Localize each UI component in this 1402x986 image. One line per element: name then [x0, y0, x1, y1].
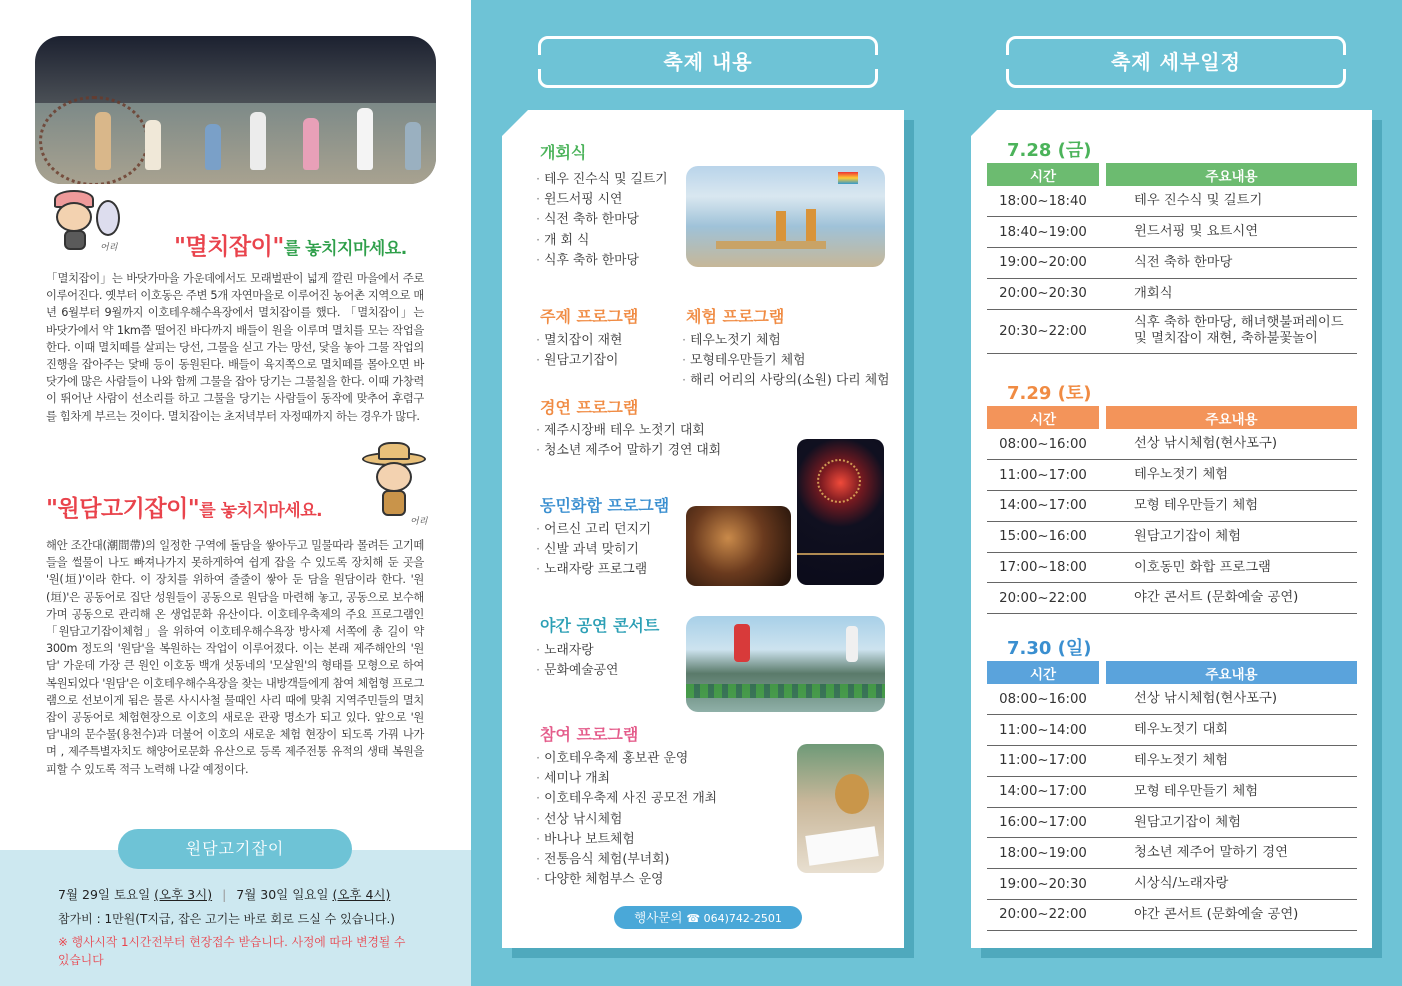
list-item: · 바나나 보트체험 — [536, 830, 717, 850]
list-item: · 식후 축하 한마당 — [536, 251, 668, 271]
time-column-header: 시간 — [987, 163, 1099, 186]
detailed-schedule-tab: 축제 세부일정 — [1006, 36, 1346, 88]
list-item: · 어르신 고리 던지기 — [536, 520, 651, 540]
table-row: 15:00~16:00 원담고기잡이 체험 — [987, 521, 1357, 552]
night-concert-list — [536, 641, 618, 681]
content-column-header: 주요내용 — [1106, 163, 1357, 186]
theme-program-list — [536, 331, 622, 371]
list-item: · 테우노젓기 체험 — [682, 331, 889, 351]
table-header-row — [987, 661, 1357, 684]
table-row: 08:00~16:00 선상 낚시체험(현사포구) — [987, 684, 1357, 715]
contest-program-title: 경연 프로그램 — [540, 398, 639, 417]
table-row: 19:00~20:00 식전 축하 한마당 — [987, 248, 1357, 279]
list-item: · 노래자랑 — [536, 641, 618, 661]
event-inquiry-badge[interactable]: 행사문의 ☎ 064)742-2501 — [614, 906, 802, 929]
table-row: 20:00~22:00 야간 콘서트 (문화예술 공연) — [987, 900, 1357, 931]
list-item: · 문화예술공연 — [536, 661, 618, 681]
list-item: · 윈드서핑 시연 — [536, 190, 668, 210]
table-row: 17:00~18:00 이호동민 화합 프로그램 — [987, 552, 1357, 583]
list-item: · 이호테우축제 홍보관 운영 — [536, 749, 717, 769]
day3-schedule-table — [987, 661, 1357, 931]
kids-craft-photo — [797, 744, 884, 873]
list-item: · 전통음식 체험(부녀회) — [536, 850, 717, 870]
list-item: · 세미나 개최 — [536, 769, 717, 789]
table-row: 20:00~20:30 개회식 — [987, 278, 1357, 309]
anchovy-title: "멸치잡이"를 놓치지마세요. — [174, 234, 407, 260]
mascot-girl-tag: 어리 — [100, 243, 118, 253]
wondam-schedule-dates: 7월 29일 토요일 (오후 3시) | 7월 30일 일요일 (오후 4시) — [58, 887, 391, 902]
table-row: 08:00~16:00 선상 낚시체험(현사포구) — [987, 429, 1357, 460]
table-row: 18:40~19:00 윈드서핑 및 요트시연 — [987, 217, 1357, 248]
table-row: 14:00~17:00 모형 테우만들기 체험 — [987, 776, 1357, 807]
table-header-row — [987, 163, 1357, 186]
experience-program-list — [682, 331, 889, 392]
participation-program-title: 참여 프로그램 — [540, 725, 639, 744]
time-column-header: 시간 — [987, 406, 1099, 429]
opening-title: 개회식 — [540, 143, 587, 162]
table-row: 11:00~17:00 테우노젓기 체험 — [987, 746, 1357, 777]
list-item: · 이호테우축제 사진 공모전 개최 — [536, 789, 717, 809]
day1-schedule-table — [987, 163, 1357, 354]
opening-list — [536, 170, 668, 271]
teu-raft-photo — [686, 166, 885, 267]
community-program-list — [536, 520, 651, 581]
participation-program-list — [536, 749, 717, 890]
day3-title: 7.30 (일) — [1007, 638, 1092, 659]
table-row: 14:00~17:00 모형 테우만들기 체험 — [987, 491, 1357, 522]
table-row: 18:00~18:40 테우 진수식 및 길트기 — [987, 186, 1357, 217]
list-item: · 모형테우만들기 체험 — [682, 351, 889, 371]
festival-contents-tab: 축제 내용 — [538, 36, 878, 88]
experience-program-title: 체험 프로그램 — [686, 307, 785, 326]
community-program-title: 동민화합 프로그램 — [540, 496, 670, 515]
content-column-header: 주요내용 — [1106, 406, 1357, 429]
night-concert-title: 야간 공연 콘서트 — [540, 616, 660, 635]
list-item: · 노래자랑 프로그램 — [536, 560, 651, 580]
wondam-notice: ※ 행사시작 1시간전부터 현장접수 받습니다. 사정에 따라 변경될 수 있습니다 — [58, 935, 406, 967]
horse-lighthouse-photo — [686, 616, 885, 712]
mascot-boy-tag: 어리 — [410, 517, 428, 527]
content-column-header: 주요내용 — [1106, 661, 1357, 684]
phone-number: ☎ 064)742-2501 — [686, 912, 782, 925]
ring-toss-night-photo — [686, 506, 791, 586]
table-row: 19:00~20:30 시상식/노래자랑 — [987, 869, 1357, 900]
list-item: · 원담고기잡이 — [536, 351, 622, 371]
wondam-fee: 참가비 : 1만원(T지급, 잡은 고기는 바로 회로 드실 수 있습니다.) — [58, 912, 395, 926]
left-panel — [0, 0, 471, 986]
list-item: · 개 회 식 — [536, 231, 668, 251]
list-item: · 테우 진수식 및 길트기 — [536, 170, 668, 190]
table-row: 20:30~22:00 식후 축하 한마당, 해녀햇불퍼레이드 및 멸치잡이 재현, 축하불꽃놀이 — [987, 309, 1357, 353]
table-header-row — [987, 406, 1357, 429]
anchovy-fishing-photo — [35, 36, 436, 184]
day2-schedule-table — [987, 406, 1357, 614]
mascot-boy-icon — [362, 442, 434, 526]
table-row: 20:00~22:00 야간 콘서트 (문화예술 공연) — [987, 583, 1357, 614]
list-item: · 멸치잡이 재현 — [536, 331, 622, 351]
contest-program-list — [536, 421, 721, 461]
list-item: · 다양한 체험부스 운영 — [536, 870, 717, 890]
table-row: 16:00~17:00 원담고기잡이 체험 — [987, 807, 1357, 838]
wondam-title: "원담고기잡이"를 놓치지마세요. — [46, 496, 323, 522]
table-row: 18:00~19:00 청소년 제주어 말하기 경연 — [987, 838, 1357, 869]
fireworks-photo — [797, 439, 884, 585]
table-row: 11:00~17:00 테우노젓기 체험 — [987, 460, 1357, 491]
time-column-header: 시간 — [987, 661, 1099, 684]
table-row: 11:00~14:00 테우노젓기 대회 — [987, 715, 1357, 746]
day2-title: 7.29 (토) — [1007, 383, 1092, 404]
wondam-pill-label: 원담고기잡이 — [118, 829, 352, 869]
list-item: · 해리 어리의 사랑의(소원) 다리 체험 — [682, 371, 889, 391]
anchovy-paragraph: 「멸치잡이」는 바닷가마을 가운데에서도 모래벌판이 넓게 깔린 마을에서 주로 이루어진다. 옛부터 이호동은 주변 5개 자연마을로 이루어진 농어촌 지역으로 매년 6월부터 9월까지 이호테우해수욕장에서 멸치잡이를 했다. 「멸치잡이」는 바닷가에서 약 1km쯤 떨어진 바다까지 배들이 원을 이루며 멸치를 모는 작업을 한다. 이때 멸치떼를 살피는 당선, 그물을 싣고 가는 망선, 닻을 놓아 그물 작업의 진행을 잡아주는 닻배 등이 동원된다. 배들이 육지쪽으로 멸치떼를 몰아오면 바닷가에 많은 사람들이 나와 함께 그물을 잡아 당기는 그물칠을 한다. 이때 가창력이 뛰어난 사람이 선소리를 하고 그물을 당기는 사람들이 동작에 맞추어 후렴구를 힘차게 부르는 것이다. 멸치잡이는 초저녁부터 자정때까지 하는 경우가 많다. — [46, 272, 424, 423]
theme-program-title: 주제 프로그램 — [540, 307, 639, 326]
list-item: · 청소년 제주어 말하기 경연 대회 — [536, 441, 721, 461]
list-item: · 식전 축하 한마당 — [536, 210, 668, 230]
mascot-girl-icon — [44, 190, 124, 256]
wondam-paragraph: 해안 조간대(潮間帶)의 일정한 구역에 돌담을 쌓아두고 밀물따라 몰려든 고기떼들을 썰물이 나도 빠져나가지 못하게하여 쉽게 잡을 수 있도록 장치해 둔 곳을 '원(垣)'이라 한다. 이 장치를 위하여 줄줄이 쌓아 둔 담을 원담이라 한다. '원(垣)'은 공동어로 집단 성원들이 공동으로 원담을 마련해 놓고, 공동으로 보수해가며 공동으로 관리해 온 생업문화 유산이다. 이호테우축제의 주요 프로그램인「원담고기잡이체험」을 위하여 이호테우해수욕장 방사제 서쪽에 총 길이 약 300m 정도의 '원담'을 복원하는 작업이 이루어졌다. 이는 본래 제주해안의 '원담' 가운데 가장 큰 원인 이호동 백개 섯동네의 '모살원'의 형태를 모형으로 하여 복원되었다 '원담'은 이호테우해수욕장을 찾는 내방객들에게 참여 체험형 프로그램으로 선보이게 됨은 물론 사시사철 물때인 사리 때에 맞춰 지역주민들의 멸치잡이 공동어로 체험현장으로 이호의 새로운 관광 명소가 되고 있다. 앞으로 '원담'내의 문수물(용천수)과 더불어 이호의 새로운 체험 현장이 되도록 가꿔 나가며 , 제주특별자치도 해양어로문화 유산으로 등록 제주전통 유적의 생태 복원을 피할 수 있도록 적극 노력해 나갈 예정이다. — [46, 539, 424, 776]
list-item: · 신발 과녁 맞히기 — [536, 540, 651, 560]
list-item: · 선상 낚시체험 — [536, 810, 717, 830]
list-item: · 제주시장배 테우 노젓기 대회 — [536, 421, 721, 441]
day1-title: 7.28 (금) — [1007, 140, 1092, 161]
